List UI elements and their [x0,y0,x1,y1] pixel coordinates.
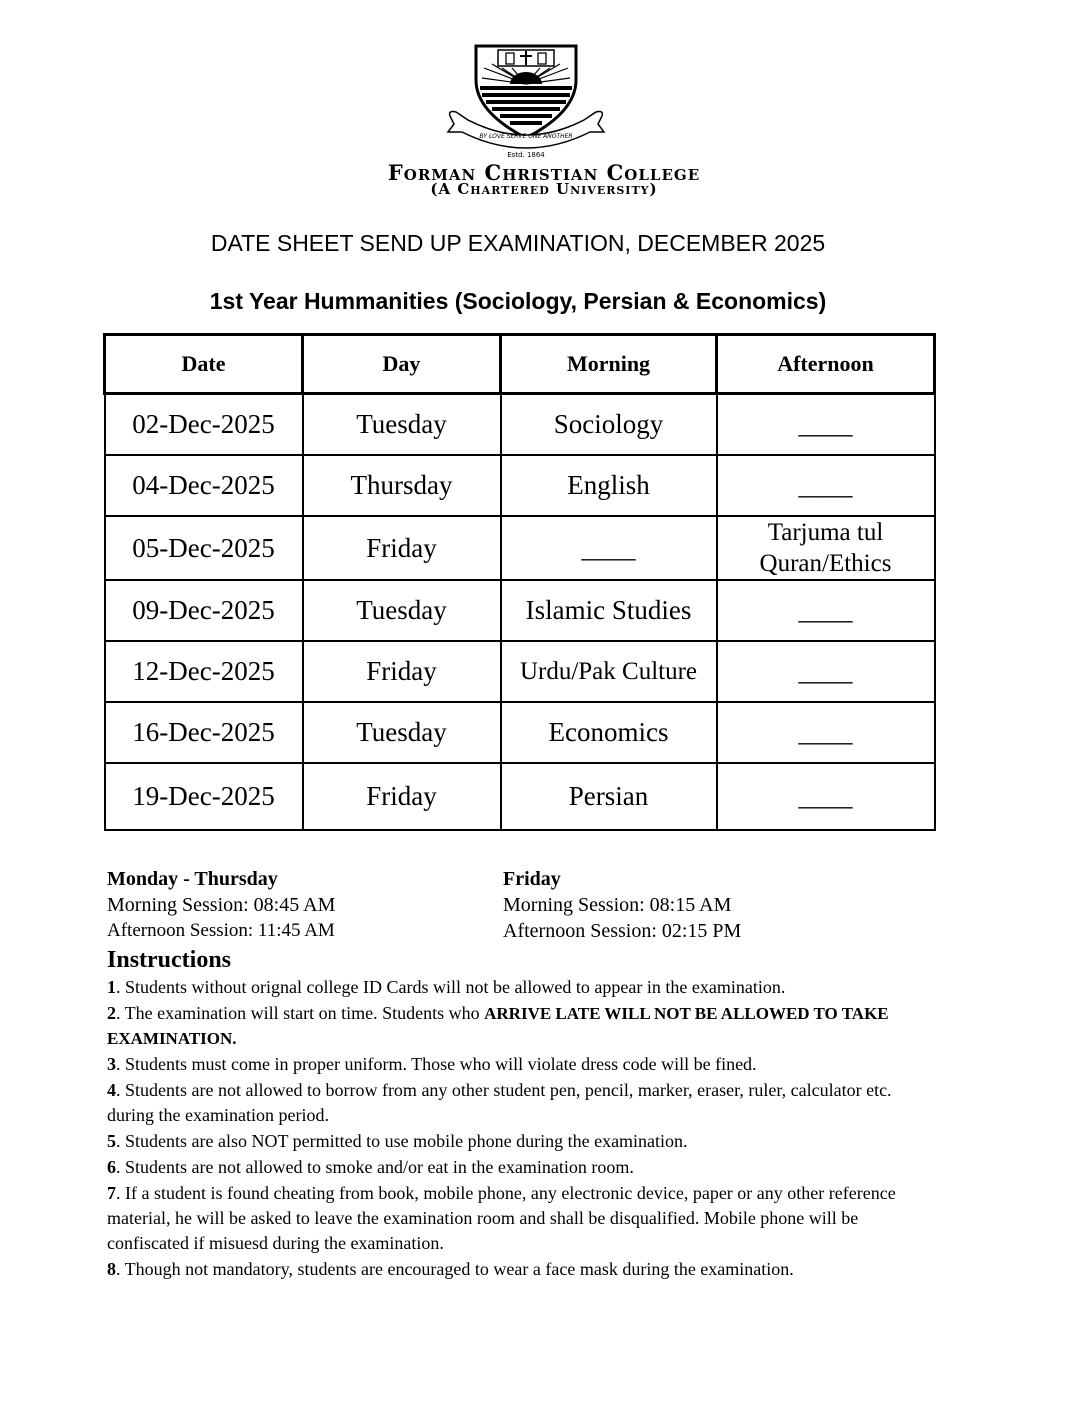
cell-date: 09-Dec-2025 [105,580,303,641]
cell-morning: Urdu/Pak Culture [501,641,717,702]
cell-afternoon: ____ [717,580,935,641]
cell-afternoon: ____ [717,641,935,702]
cell-afternoon: ____ [717,455,935,516]
instruction-item [107,1052,927,1077]
cell-day: Tuesday [303,702,501,763]
table-row [105,455,935,516]
cell-day: Tuesday [303,580,501,641]
cell-date: 12-Dec-2025 [105,641,303,702]
instruction-number: 1 [107,977,116,997]
column-header-afternoon: Afternoon [717,335,935,394]
cell-date: 05-Dec-2025 [105,516,303,580]
instructions-section [107,945,927,1283]
instruction-number: 5 [107,1131,116,1151]
cell-morning: English [501,455,717,516]
instruction-number: 8 [107,1259,116,1279]
cell-date: 02-Dec-2025 [105,394,303,456]
afternoon-session-time: Afternoon Session: 11:45 AM [107,920,335,941]
instruction-text: . Students without orignal college ID Cards will not be allowed to appear in the examination. [116,977,786,997]
crest-motto: BY LOVE SERVE ONE ANOTHER [479,133,573,140]
instruction-text: . Students are also NOT permitted to use mobile phone during the examination. [116,1131,688,1151]
table-row [105,580,935,641]
instruction-number: 4 [107,1080,116,1100]
instruction-item [107,1001,927,1051]
table-row [105,516,935,580]
cell-day: Thursday [303,455,501,516]
instruction-emphasis: ARRIVE LATE WILL NOT BE ALLOWED TO TAKE EXAMINATION. [107,1004,889,1048]
instruction-number: 6 [107,1157,116,1177]
cell-morning: Economics [501,702,717,763]
instruction-item [107,975,927,1000]
instruction-number: 2 [107,1003,116,1023]
instruction-number: 7 [107,1183,116,1203]
morning-session-time: Morning Session: 08:15 AM [503,894,732,916]
cell-afternoon: ____ [717,394,935,456]
sessions-heading: Friday [503,868,561,890]
cell-afternoon: Tarjuma tul Quran/Ethics [717,516,935,580]
cell-morning: Persian [501,763,717,830]
instruction-item [107,1181,927,1256]
instruction-item [107,1129,927,1154]
cell-date: 19-Dec-2025 [105,763,303,830]
instruction-item [107,1078,927,1128]
column-header-day: Day [303,335,501,394]
exam-schedule-table [103,333,936,831]
college-name: Forman Christian College [387,160,701,185]
instruction-number: 3 [107,1054,116,1074]
sessions-mon-thu [107,866,335,944]
cell-day: Friday [303,763,501,830]
table-header-row [105,335,935,394]
instruction-item [107,1155,927,1180]
instruction-text: . Though not mandatory, students are encouraged to wear a face mask during the examination. [116,1259,794,1279]
sessions-heading: Monday - Thursday [107,868,278,890]
program-subtitle: 1st Year Hummanities (Sociology, Persian & Economics) [209,288,827,314]
cell-afternoon: ____ [717,702,935,763]
college-crest-logo [440,40,612,162]
table-row [105,702,935,763]
instruction-text: . Students are not allowed to borrow from any other student pen, pencil, marker, eraser, ruler, calculator etc. during the examination period. [107,1080,892,1125]
instructions-heading: Instructions [107,947,232,973]
cell-morning: Islamic Studies [501,580,717,641]
crest-established: Estd. 1864 [507,151,545,159]
date-sheet-title: DATE SHEET SEND UP EXAMINATION, DECEMBER 2025 [210,230,826,256]
cell-afternoon: ____ [717,763,935,830]
sessions-friday [503,866,741,944]
instruction-text: . Students must come in proper uniform. Those who will violate dress code will be fined. [116,1054,757,1074]
table-row [105,394,935,456]
column-header-morning: Morning [501,335,717,394]
cell-day: Friday [303,516,501,580]
cell-date: 04-Dec-2025 [105,455,303,516]
afternoon-session-time: Afternoon Session: 02:15 PM [503,920,742,942]
college-subtitle: (A Chartered University) [430,180,658,198]
instruction-text: . If a student is found cheating from book, mobile phone, any electronic device, paper or any other reference material, he will be asked to leave the examination room and shall be disqualified. Mobile phone will be confiscated if misuesd during the examination. [107,1183,896,1253]
cell-day: Friday [303,641,501,702]
instruction-text: . Students are not allowed to smoke and/or eat in the examination room. [116,1157,634,1177]
instruction-item [107,1257,927,1282]
table-row [105,641,935,702]
cell-date: 16-Dec-2025 [105,702,303,763]
morning-session-time: Morning Session: 08:45 AM [107,894,336,916]
cell-morning: Sociology [501,394,717,456]
column-header-date: Date [105,335,303,394]
table-row [105,763,935,830]
instruction-text: . The examination will start on time. Students who [116,1003,485,1023]
cell-morning: ____ [501,516,717,580]
cell-day: Tuesday [303,394,501,456]
